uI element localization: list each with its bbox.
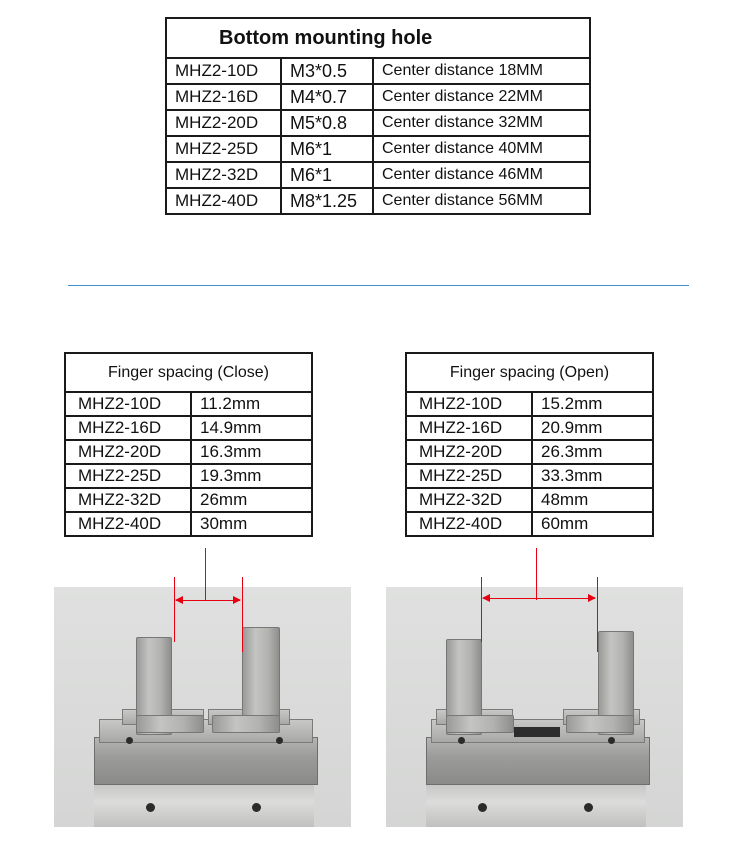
model-cell: MHZ2-10D — [406, 392, 532, 416]
model-cell: MHZ2-32D — [65, 488, 191, 512]
spacing-cell: 60mm — [532, 512, 653, 536]
center-distance-cell: Center distance 56MM — [373, 188, 590, 214]
model-cell: MHZ2-16D — [65, 416, 191, 440]
model-cell: MHZ2-16D — [406, 416, 532, 440]
spacing-cell: 48mm — [532, 488, 653, 512]
table-row — [166, 188, 590, 214]
spacing-cell: 19.3mm — [191, 464, 312, 488]
model-cell: MHZ2-10D — [65, 392, 191, 416]
section-divider — [68, 285, 689, 286]
model-cell: MHZ2-20D — [65, 440, 191, 464]
table-row — [65, 440, 312, 464]
thread-cell: M4*0.7 — [281, 84, 373, 110]
open-table-title: Finger spacing (Open) — [406, 353, 653, 392]
model-cell: MHZ2-10D — [166, 58, 281, 84]
table-row — [406, 392, 653, 416]
table-row — [406, 464, 653, 488]
model-cell: MHZ2-20D — [406, 440, 532, 464]
gripper-open-photo — [386, 587, 683, 827]
table-row — [65, 464, 312, 488]
model-cell: MHZ2-40D — [65, 512, 191, 536]
table-row — [406, 440, 653, 464]
table-row — [65, 488, 312, 512]
spacing-cell: 15.2mm — [532, 392, 653, 416]
thread-cell: M5*0.8 — [281, 110, 373, 136]
spacing-cell: 26mm — [191, 488, 312, 512]
table-row — [406, 512, 653, 536]
table-row — [166, 84, 590, 110]
center-distance-cell: Center distance 32MM — [373, 110, 590, 136]
model-cell: MHZ2-25D — [406, 464, 532, 488]
table-row — [65, 416, 312, 440]
close-table-title: Finger spacing (Close) — [65, 353, 312, 392]
model-cell: MHZ2-40D — [406, 512, 532, 536]
spacing-cell: 16.3mm — [191, 440, 312, 464]
table-row — [166, 136, 590, 162]
model-cell: MHZ2-16D — [166, 84, 281, 110]
spacing-cell: 33.3mm — [532, 464, 653, 488]
center-distance-cell: Center distance 22MM — [373, 84, 590, 110]
gripper-closed-photo — [54, 587, 351, 827]
spacing-cell: 26.3mm — [532, 440, 653, 464]
spacing-cell: 30mm — [191, 512, 312, 536]
model-cell: MHZ2-32D — [406, 488, 532, 512]
thread-cell: M8*1.25 — [281, 188, 373, 214]
table-row — [166, 110, 590, 136]
finger-spacing-close-table — [64, 352, 313, 537]
thread-cell: M3*0.5 — [281, 58, 373, 84]
model-cell: MHZ2-25D — [65, 464, 191, 488]
model-cell: MHZ2-20D — [166, 110, 281, 136]
thread-cell: M6*1 — [281, 136, 373, 162]
center-distance-cell: Center distance 18MM — [373, 58, 590, 84]
center-distance-cell: Center distance 40MM — [373, 136, 590, 162]
spacing-cell: 14.9mm — [191, 416, 312, 440]
mounting-hole-title: Bottom mounting hole — [166, 18, 590, 58]
table-row — [406, 488, 653, 512]
model-cell: MHZ2-25D — [166, 136, 281, 162]
table-row — [166, 162, 590, 188]
center-distance-cell: Center distance 46MM — [373, 162, 590, 188]
table-row — [65, 392, 312, 416]
spacing-cell: 20.9mm — [532, 416, 653, 440]
spacing-cell: 11.2mm — [191, 392, 312, 416]
model-cell: MHZ2-40D — [166, 188, 281, 214]
model-cell: MHZ2-32D — [166, 162, 281, 188]
mounting-hole-table — [165, 17, 591, 215]
table-row — [166, 58, 590, 84]
thread-cell: M6*1 — [281, 162, 373, 188]
table-row — [65, 512, 312, 536]
table-row — [406, 416, 653, 440]
finger-spacing-open-table — [405, 352, 654, 537]
